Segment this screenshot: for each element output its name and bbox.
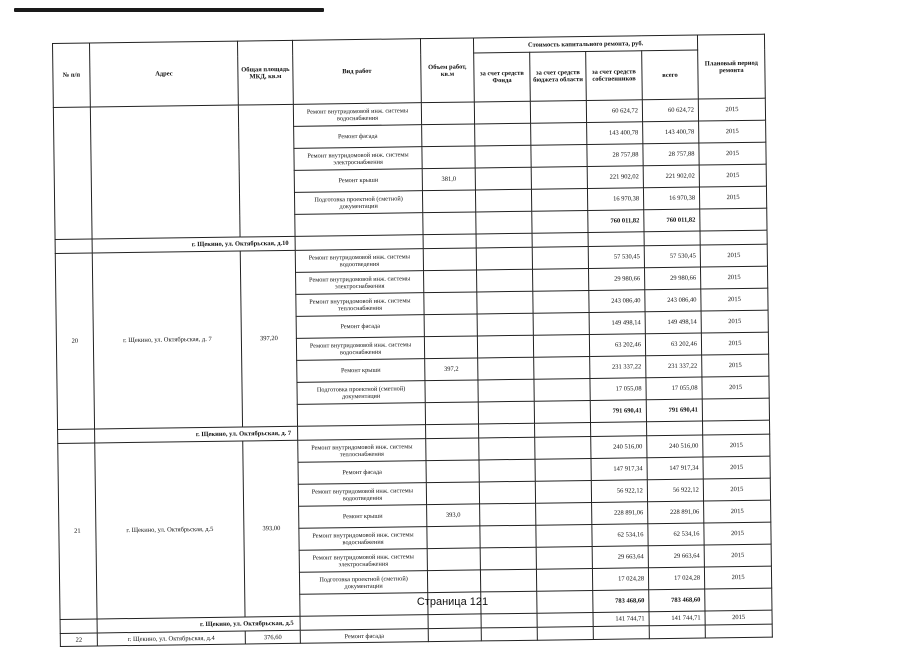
cell-fund [476,247,532,270]
cell-fund [477,335,533,358]
cell-owners: 57 530,45 [588,246,644,269]
cell-total: 60 624,72 [642,99,698,122]
cell-owners: 17 024,28 [592,568,648,591]
cell-region [532,211,588,234]
cell-volume [424,314,477,337]
cell-owners: 143 400,78 [587,122,643,145]
cell-year: 2015 [700,244,767,267]
cell-year: 2015 [704,522,771,545]
cell-total: 243 086,40 [645,289,701,312]
cell-total: 57 530,45 [644,245,700,268]
cell-fund [476,233,532,248]
cell-year: 2015 [699,186,766,209]
cell-region [536,568,592,591]
cell-work: Ремонт фасада [300,629,428,644]
cell-num [55,239,92,253]
cell-year [703,420,770,435]
cell-year: 2015 [703,434,770,457]
cell-total: 143 400,78 [643,121,699,144]
cell-total-label: г. Щекино, ул. Октябрьская, д.10 [92,236,295,253]
cell-owners [591,422,647,437]
cell-address: г. Щекино, ул. Октябрьская, д.4 [97,631,245,646]
cell-total: 149 498,14 [645,311,701,334]
cell-year: 2015 [704,566,771,589]
cell-year: 2015 [704,500,771,523]
cell-year: 2015 [701,288,768,311]
col-address: Адрес [90,41,239,107]
cell-total: 760 011,82 [644,209,700,232]
cell-fund [475,145,531,168]
cell-total-label: г. Щекино, ул. Октябрьская, д.5 [97,616,300,633]
cell-fund [480,547,536,570]
cell-owners: 17 055,08 [590,378,646,401]
cell-year: 2015 [700,266,767,289]
cell-fund [474,101,530,124]
cell-num: 20 [55,253,94,429]
cell-total [647,421,703,436]
cell-volume [423,248,476,271]
cell-fund [475,189,531,212]
cell-region [537,626,593,640]
cell-work: Подготовка проектной (сметной) документации [294,191,422,215]
cell-work [295,213,423,237]
cell-total: 16 970,38 [643,187,699,210]
cell-volume [421,102,474,125]
cell-fund [477,291,533,314]
cell-total: 29 980,66 [644,267,700,290]
cell-work: Ремонт внутридомовой инж. системы электроснабжения [296,271,424,295]
cell-year: 2015 [698,98,765,121]
cell-volume [426,482,479,505]
cell-year: 2015 [703,478,770,501]
cell-total: 221 902,02 [643,165,699,188]
cell-num: 22 [60,633,97,646]
cell-region [533,290,589,313]
cell-fund [480,503,536,526]
cell-fund [478,401,534,424]
cell-region [531,167,587,190]
cell-owners: 60 624,72 [586,100,642,123]
cell-fund [475,123,531,146]
cell-total: 17 055,08 [646,377,702,400]
col-num: № п/п [53,43,91,107]
cell-work: Ремонт внутридомовой инж. системы водоотведения [298,483,426,507]
cell-region [535,436,591,459]
cell-region [531,145,587,168]
cell-total: 228 891,06 [648,501,704,524]
cell-total: 141 744,71 [649,611,705,626]
cell-fund [477,313,533,336]
cell-fund [480,569,536,592]
cell-owners: 16 970,38 [587,188,643,211]
cell-work: Ремонт внутридомовой инж. системы теплоснабжения [296,293,424,317]
cell-owners: 791 690,41 [590,400,646,423]
cell-total: 56 922,12 [647,479,703,502]
cell-work: Ремонт крыши [299,505,427,529]
cell-fund [479,437,535,460]
cell-volume [423,212,476,235]
col-owners: за счет средств собственников [586,51,643,101]
cell-region [536,546,592,569]
cell-volume [422,124,475,147]
cell-fund [476,211,532,234]
cell-volume: 397,2 [425,358,478,381]
cell-area: 397,20 [240,250,297,427]
cell-total: 240 516,00 [647,435,703,458]
cell-num [58,429,95,443]
cell-region [532,246,588,269]
cell-work [297,403,425,427]
cell-address: г. Щекино, ул. Октябрьская, д.5 [95,441,245,619]
page-number: Страница 121 [416,596,489,608]
cell-volume [424,336,477,359]
cell-year: 2015 [701,332,768,355]
cell-owners: 149 498,14 [589,312,645,335]
cell-year [705,624,772,638]
cell-owners: 29 663,64 [592,546,648,569]
cell-total [644,231,700,246]
cell-work: Ремонт фасада [298,461,426,485]
cell-year [700,208,767,231]
cell-total: 231 337,22 [646,355,702,378]
cell-fund [478,379,534,402]
cell-num [60,619,97,633]
cell-volume [424,270,477,293]
cell-volume [422,146,475,169]
cell-fund [475,167,531,190]
cell-fund [478,357,534,380]
cell-owners: 62 534,16 [592,524,648,547]
repair-table [52,34,773,647]
cell-work: Ремонт внутридомовой инж. системы водоснабжения [299,527,427,551]
col-work-type: Вид работ [292,39,421,105]
cell-volume: 381,0 [422,168,475,191]
cell-fund [481,613,537,628]
document-sheet [52,34,772,647]
cell-work: Подготовка проектной (сметной) документации [297,381,425,405]
cell-work: Ремонт крыши [294,169,422,193]
cell-work: Ремонт фасада [294,125,422,149]
cell-fund [479,459,535,482]
cell-year: 2015 [702,354,769,377]
cell-owners: 141 744,71 [593,612,649,627]
col-fund: за счет средств Фонда [474,52,531,102]
cell-region [530,101,586,124]
cell-owners: 28 757,88 [587,144,643,167]
cell-area [238,104,295,237]
cell-owners: 240 516,00 [591,436,647,459]
cell-total-label: г. Щекино, ул. Октябрьская, д. 7 [95,426,298,443]
cell-area: 393,00 [243,440,300,617]
cell-owners: 228 891,06 [592,502,648,525]
cell-region [533,312,589,335]
col-area: Общая площадь МКД, кв.м [237,40,293,105]
cell-work: Ремонт внутридомовой инж. системы водоснабжения [293,103,421,127]
cell-region [534,400,590,423]
cell-address: г. Щекино, ул. Октябрьская, д. 7 [92,251,242,429]
col-region-budget: за счет средств бюджета области [530,52,587,102]
cell-owners: 147 917,34 [591,458,647,481]
cell-region [537,612,593,627]
cell-region [532,232,588,247]
cell-region [536,502,592,525]
cell-owners: 29 980,66 [588,268,644,291]
cell-fund [477,269,533,292]
cell-year: 2015 [699,120,766,143]
cell-owners [593,626,649,640]
cell-year: 2015 [702,376,769,399]
cell-volume [427,526,480,549]
cell-total: 17 024,28 [648,567,704,590]
cell-year [700,230,767,245]
cell-volume [428,614,481,629]
cell-total: 62 534,16 [648,523,704,546]
cell-total: 28 757,88 [643,143,699,166]
cell-volume [427,548,480,571]
cell-region [531,123,587,146]
cell-owners: 231 337,22 [590,356,646,379]
cell-num: 21 [58,443,97,619]
cell-region [533,334,589,357]
cell-total: 29 663,64 [648,545,704,568]
cell-owners: 221 902,02 [587,166,643,189]
cell-region [535,480,591,503]
cell-region [535,458,591,481]
cell-year: 2015 [704,544,771,567]
cell-fund [480,525,536,548]
cell-area: 376,60 [245,630,300,644]
cell-year: 2015 [699,142,766,165]
cell-volume [422,190,475,213]
cell-volume [424,292,477,315]
cell-year: 2015 [699,164,766,187]
cell-region [531,189,587,212]
cell-volume: 393,0 [427,504,480,527]
cell-fund [481,627,537,641]
cell-fund [479,481,535,504]
col-total: всего [642,50,699,100]
cell-total [649,625,705,639]
cell-num [53,107,92,239]
cell-address [90,105,240,239]
cell-region [534,356,590,379]
col-volume: Объем работ, кв.м [420,38,474,103]
col-cost-group: Стоимость капитального ремонта, руб. [473,35,697,53]
cell-total: 147 917,34 [647,457,703,480]
cell-region [533,268,589,291]
col-planned: Плановый период ремонта [697,34,765,99]
cell-volume [426,424,479,439]
cell-work: Ремонт внутридомовой инж. системы электроснабжения [299,549,427,573]
cell-region [534,378,590,401]
cell-total: 783 468,60 [649,589,705,612]
cell-owners: 63 202,46 [589,334,645,357]
cell-volume [425,380,478,403]
cell-total: 63 202,46 [645,333,701,356]
cell-region [535,422,591,437]
cell-work: Подготовка проектной (сметной) документации [299,571,427,595]
cell-owners: 760 011,82 [588,210,644,233]
cell-year: 2015 [705,610,772,625]
cell-work: Ремонт внутридомовой инж. системы электроснабжения [294,147,422,171]
cell-owners: 56 922,12 [591,480,647,503]
cell-year [702,398,769,421]
cell-owners: 243 086,40 [589,290,645,313]
cell-volume [426,460,479,483]
cell-work: Ремонт крыши [297,359,425,383]
cell-work: Ремонт внутридомовой инж. системы теплоснабжения [298,439,426,463]
cell-fund [479,423,535,438]
cell-total: 791 690,41 [646,399,702,422]
scan-edge-bar [14,8,324,12]
cell-year: 2015 [701,310,768,333]
cell-volume [425,402,478,425]
cell-owners [588,232,644,247]
cell-volume [423,234,476,249]
cell-owners: 783 468,60 [593,590,649,613]
cell-region [536,524,592,547]
cell-work: Ремонт внутридомовой инж. системы водоснабжения [296,337,424,361]
cell-work: Ремонт фасада [296,315,424,339]
cell-year: 2015 [703,456,770,479]
cell-volume [426,438,479,461]
cell-volume [427,570,480,593]
cell-work: Ремонт внутридомовой инж. системы водоотведения [295,249,423,273]
